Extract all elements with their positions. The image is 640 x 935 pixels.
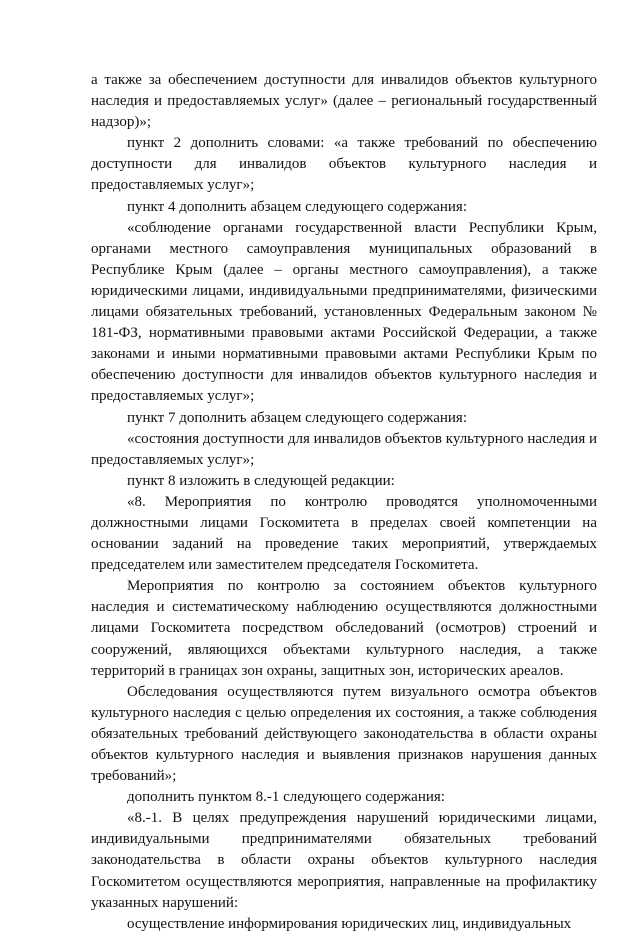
paragraph: а также за обеспечением доступности для инвалидов объектов культурного наследия и предоставляемых услуг» (далее – региональный государственный надзор)»; xyxy=(91,72,597,131)
paragraph: дополнить пунктом 8.-1 следующего содержания: xyxy=(127,789,445,806)
paragraph: пункт 8 изложить в следующей редакции: xyxy=(127,472,395,489)
paragraph: Мероприятия по контролю за состоянием объектов культурного наследия и систематическому наблюдению осуществляются должностными лицами Госкомитета посредством обследований (осмотров) строений и сооружений, являющихся объектами культурного наследия, а также территорий в границах зон охраны, защитных зон, исторических ареалов. xyxy=(91,578,597,679)
paragraph: пункт 2 дополнить словами: «а также требований по обеспечению доступности для инвалидов объектов культурного наследия и предоставляемых услуг»; xyxy=(91,135,597,194)
paragraph: пункт 4 дополнить абзацем следующего содержания: xyxy=(127,198,467,215)
paragraph: пункт 7 дополнить абзацем следующего содержания: xyxy=(127,409,467,426)
paragraph: Обследования осуществляются путем визуального осмотра объектов культурного наследия с целью определения их состояния, а также соблюдения обязательных требований действующего законодательства в области охраны объектов культурного наследия и выявления признаков нарушения данных требований»; xyxy=(91,683,597,785)
paragraph: «состояния доступности для инвалидов объектов культурного наследия и предоставляемых услуг»; xyxy=(91,430,597,468)
paragraph: осуществление информирования юридических лиц, индивидуальных xyxy=(127,915,572,932)
paragraph: «8.-1. В целях предупреждения нарушений юридическими лицами, индивидуальными предпринимателями обязательных требований законодательства в области охраны объектов культурного наследия Госкомитетом осуществляются мероприятия, направленные на профилактику указанных нарушений: xyxy=(91,810,597,911)
paragraph: «8. Мероприятия по контролю проводятся уполномоченными должностными лицами Госкомитета в пределах своей компетенции на основании заданий на проведение таких мероприятий, утверждаемых председателем или заместителем председателя Госкомитета. xyxy=(91,493,597,574)
document-body xyxy=(91,70,597,935)
paragraph: «соблюдение органами государственной власти Республики Крым, органами местного самоуправления муниципальных образований в Республике Крым (далее – органы местного самоуправления), а также юридическими лицами, индивидуальными предпринимателями, физическими лицами обязательных требований, установленных Федеральным законом № 181-ФЗ, нормативными правовыми актами Российской Федерации, а также законами и иными нормативными правовыми актами Республики Крым по обеспечению доступности для инвалидов объектов культурного наследия и предоставляемых услуг»; xyxy=(91,219,597,405)
